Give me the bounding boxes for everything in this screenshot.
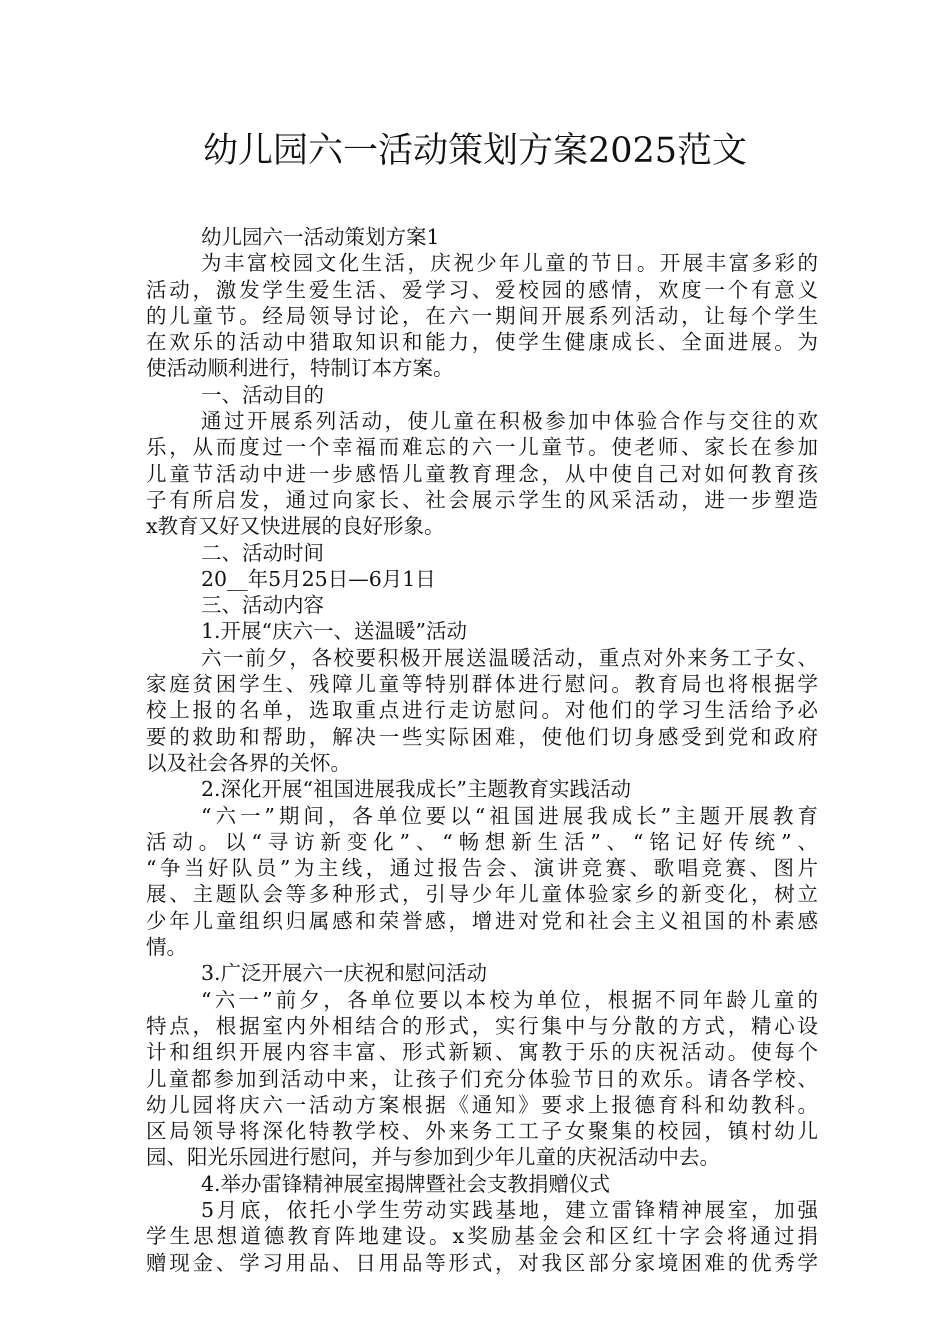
text-line: 3.广泛开展六一庆祝和慰问活动: [201, 961, 488, 986]
text-line: 4.举办雷锋精神展室揭牌暨社会支教捐赠仪式: [201, 1171, 611, 1196]
text-line: 少年儿童组织归属感和荣誉感，增进对党和社会主义祖国的朴素感: [146, 908, 818, 933]
text-line: 计和组织开展内容丰富、形式新颖、寓教于乐的庆祝活动。使每个: [146, 1040, 818, 1065]
text-line: 六一前夕，各校要积极开展送温暖活动，重点对外来务工子女、: [201, 645, 818, 670]
text-line: “六一”前夕，各单位要以本校为单位，根据不同年龄儿童的: [201, 987, 818, 1012]
text-line: 活动。以“寻访新变化”、“畅想新生活”、“铭记好传统”、: [146, 829, 818, 854]
text-line: 家庭贫困学生、残障儿童等特别群体进行慰问。教育局也将根据学: [146, 672, 818, 697]
text-line: 使活动顺利进行，特制订本方案。: [146, 356, 454, 381]
text-line: 园、阳光乐园进行慰问，并与参加到少年儿童的庆祝活动中去。: [146, 1145, 720, 1170]
text-line: 幼儿园六一活动策划方案1: [201, 225, 440, 249]
text-line: 情。: [146, 935, 187, 960]
text-line: x教育又好又快进展的良好形象。: [146, 514, 445, 539]
text-line: 一、活动目的: [201, 382, 324, 407]
text-line: 通过开展系列活动，使儿童在积极参加中体验合作与交往的欢: [201, 409, 818, 434]
text-line: 在欢乐的活动中猎取知识和能力，使学生健康成长、全面进展。为: [146, 330, 818, 355]
text-line: 校上报的名单，选取重点进行走访慰问。对他们的学习生活给予必: [146, 698, 818, 723]
text-line: 三、活动内容: [201, 593, 324, 618]
text-line: 以及社会各界的关怀。: [146, 750, 351, 775]
text-line: “六一”期间，各单位要以“祖国进展我成长”主题开展教育: [201, 803, 818, 828]
text-line: 5月底，依托小学生劳动实践基地，建立雷锋精神展室，加强: [201, 1197, 818, 1222]
text-line: 1.开展“庆六一、送温暖”活动: [201, 619, 468, 644]
text-line: 区局领导将深化特教学校、外来务工工子女聚集的校园，镇村幼儿: [146, 1119, 818, 1144]
text-line: 活动，激发学生爱生活、爱学习、爱校园的感情，欢度一个有意义: [146, 277, 818, 302]
text-line: 二、活动时间: [201, 540, 324, 565]
text-line: 儿童都参加到活动中来，让孩子们充分体验节日的欢乐。请各学校、: [146, 1066, 818, 1091]
text-line: “争当好队员”为主线，通过报告会、演讲竞赛、歌唱竞赛、图片: [146, 856, 818, 881]
text-line: 2.深化开展“祖国进展我成长”主题教育实践活动: [201, 777, 632, 802]
text-line: 特点，根据室内外相结合的形式，实行集中与分散的方式，精心设: [146, 1013, 818, 1038]
document-body: [146, 224, 818, 1276]
text-line: 学生思想道德教育阵地建设。x奖励基金会和区红十字会将通过捐: [146, 1224, 818, 1249]
text-line: 为丰富校园文化生活，庆祝少年儿童的节日。开展丰富多彩的: [201, 251, 818, 276]
text-line: 20__年5月25日—6月1日: [201, 566, 436, 591]
text-line: 要的救助和帮助，解决一些实际困难，使他们切身感受到党和政府: [146, 724, 818, 749]
text-line: 的儿童节。经局领导讨论，在六一期间开展系列活动，让每个学生: [146, 303, 818, 328]
text-line: 幼儿园将庆六一活动方案根据《通知》要求上报德育科和幼教科。: [146, 1092, 818, 1117]
document-title: 幼儿园六一活动策划方案2025范文: [202, 131, 748, 171]
text-line: 乐，从而度过一个幸福而难忘的六一儿童节。使老师、家长在参加: [146, 435, 818, 460]
text-line: 赠现金、学习用品、日用品等形式，对我区部分家境困难的优秀学: [146, 1250, 818, 1275]
text-line: 子有所启发，通过向家长、社会展示学生的风采活动，进一步塑造: [146, 487, 818, 512]
text-line: 展、主题队会等多种形式，引导少年儿童体验家乡的新变化，树立: [146, 882, 818, 907]
text-line: 儿童节活动中进一步感悟儿童教育理念，从中使自己对如何教育孩: [146, 461, 818, 486]
